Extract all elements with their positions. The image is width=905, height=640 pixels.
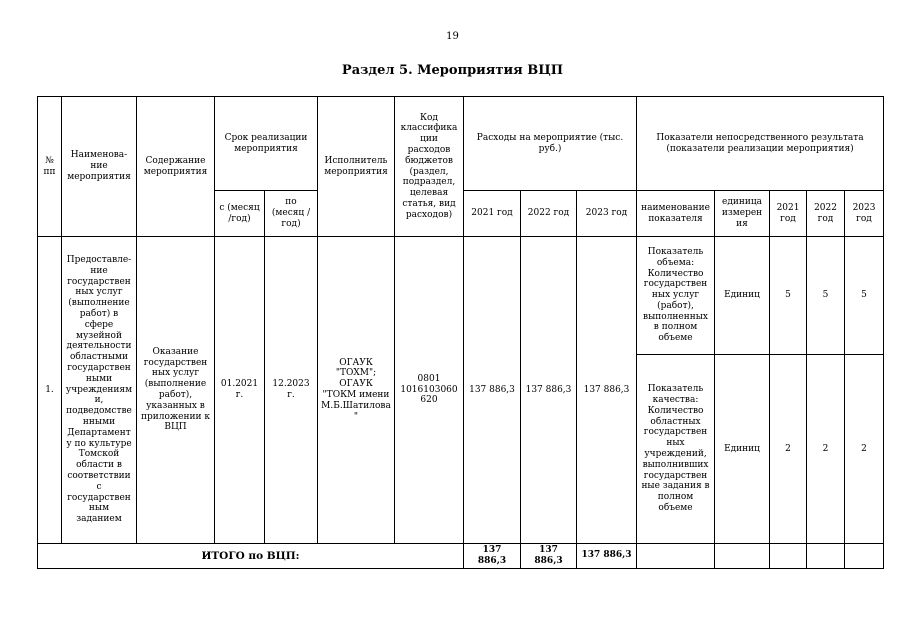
header-ind-2022: 2022 год [807,191,845,237]
header-code: Код классифика ции расходов бюджетов (раздел, подраздел, целевая статья, вид расходов) [395,97,464,237]
header-exp-2022: 2022 год [521,191,577,237]
header-ind-unit: единица измерен ия [715,191,770,237]
header-num: № пп [38,97,62,237]
row-name: Предоставле-ние государствен ных услуг (выполнение работ) в сфере музейной деятельности областными государствен ными учреждениям и, подведомстве нными Департамент у по культуре Томской области в соответствии с государствен ным заданием [62,237,137,544]
row-content: Оказание государствен ных услуг (выполнение работ), указанных в приложении к ВЦП [137,237,215,544]
row-exp-2021: 137 886,3 [464,237,521,544]
indicator-value-2023: 5 [845,237,884,355]
indicator-value-2021: 5 [770,237,807,355]
row-period-to: 12.2023 г. [265,237,318,544]
total-empty-cell [715,544,770,569]
header-period-to: по (месяц /год) [265,191,318,237]
row-code: 0801 1016103060 620 [395,237,464,544]
indicator-unit: Единиц [715,355,770,544]
header-name: Наименова-ние мероприятия [62,97,137,237]
row-executor: ОГАУК "ТОХМ"; ОГАУК "ТОКМ имени М.Б.Шатилова " [318,237,395,544]
activities-table [37,96,884,569]
header-content: Содержание мероприятия [137,97,215,237]
header-period: Срок реализации мероприятия [215,97,318,191]
header-ind-2021: 2021 год [770,191,807,237]
indicator-unit: Единиц [715,237,770,355]
header-exp-2021: 2021 год [464,191,521,237]
total-exp-2022: 137 886,3 [521,544,577,569]
row-exp-2022: 137 886,3 [521,237,577,544]
indicator-name: Показатель объема: Количество государствен ных услуг (работ), выполненных в полном объеме [637,237,715,355]
table-row [38,237,884,355]
total-exp-2021: 137 886,3 [464,544,521,569]
total-label: ИТОГО по ВЦП: [38,544,464,569]
total-row [38,544,884,569]
header-ind-name: наименование показателя [637,191,715,237]
indicator-value-2021: 2 [770,355,807,544]
section-title: Раздел 5. Мероприятия ВЦП [341,63,564,78]
header-indicators: Показатели непосредственного результата (показатели реализации мероприятия) [637,97,884,191]
row-num: 1. [38,237,62,544]
indicator-value-2023: 2 [845,355,884,544]
indicator-value-2022: 2 [807,355,845,544]
row-exp-2023: 137 886,3 [577,237,637,544]
page-number: 19 [446,31,459,42]
total-exp-2023: 137 886,3 [577,544,637,569]
total-empty-cell [770,544,807,569]
indicator-name: Показатель качества: Количество областных государствен ных учреждений, выполнивших государствен ные задания в полном объеме [637,355,715,544]
header-row-1 [38,97,884,191]
total-empty-cell [807,544,845,569]
header-ind-2023: 2023 год [845,191,884,237]
header-expenses: Расходы на мероприятие (тыс. руб.) [464,97,637,191]
total-empty-cell [845,544,884,569]
total-empty-cell [637,544,715,569]
header-executor: Исполнитель мероприятия [318,97,395,237]
row-period-from: 01.2021 г. [215,237,265,544]
header-exp-2023: 2023 год [577,191,637,237]
header-period-from: с (месяц /год) [215,191,265,237]
indicator-value-2022: 5 [807,237,845,355]
